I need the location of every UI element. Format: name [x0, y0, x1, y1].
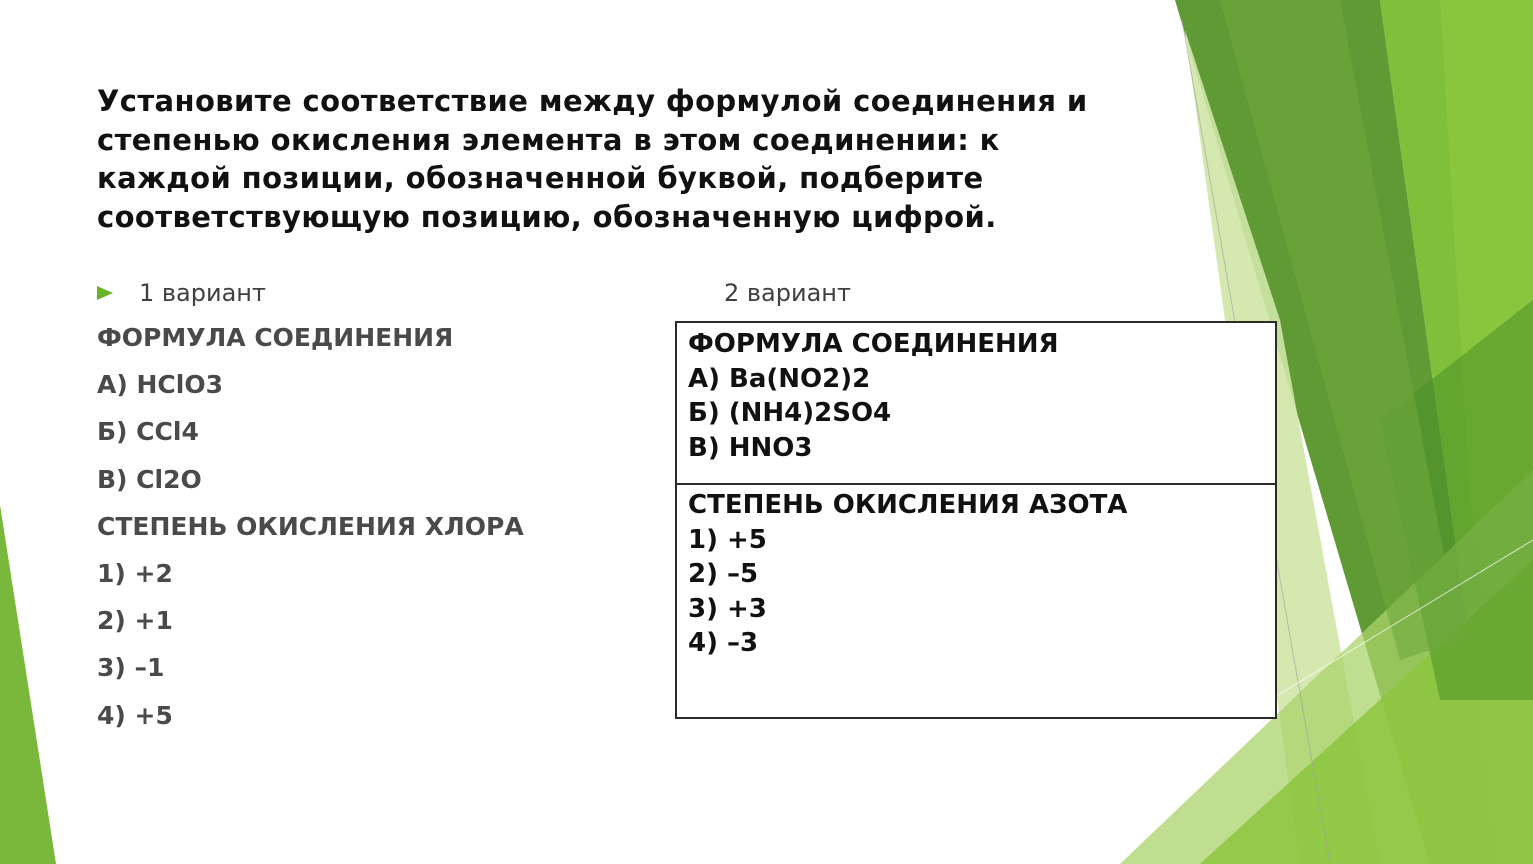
- box-divider: [677, 483, 1275, 485]
- variant-2-oxidation-line: 2) –5: [688, 559, 759, 589]
- title-line: Установите соответствие между формулой соединения и: [97, 84, 1088, 118]
- variant-1-content: [97, 318, 524, 743]
- variant-2-oxidation-line: СТЕПЕНЬ ОКИСЛЕНИЯ АЗОТА: [688, 490, 1128, 520]
- title-line: соответствующую позицию, обозначенную цифрой.: [97, 199, 997, 234]
- left-green-wedge: [0, 505, 56, 864]
- variant-1-line: 2) +1: [97, 606, 173, 636]
- variant-1-line: ФОРМУЛА СОЕДИНЕНИЯ: [97, 323, 454, 352]
- variant-1-line: А) HClO3: [97, 370, 223, 400]
- title-line: каждой позиции, обозначенной буквой, подберите: [97, 161, 984, 195]
- variant-1-line: СТЕПЕНЬ ОКИСЛЕНИЯ ХЛОРА: [97, 511, 524, 541]
- variant-2-oxidation-list: [688, 488, 1127, 661]
- variant-1-line: В) Cl2O: [97, 464, 202, 494]
- variant-1-heading: [97, 278, 266, 308]
- variant-2-formula-line: А) Ba(NO2)2: [688, 363, 871, 394]
- variant-2-formula-line: ФОРМУЛА СОЕДИНЕНИЯ: [688, 329, 1059, 359]
- variant-1-line: 4) +5: [97, 700, 173, 730]
- variant-1-line: Б) CCl4: [97, 417, 199, 447]
- variant-2-oxidation-line: 3) +3: [688, 593, 767, 624]
- variant-1-line: 1) +2: [97, 558, 173, 588]
- variant-2-oxidation-line: 4) –3: [688, 628, 759, 658]
- triangle-bullet-icon: [97, 286, 113, 300]
- variant-1-label: 1 вариант: [139, 279, 266, 307]
- variant-2-box: [675, 321, 1277, 719]
- variant-1-line: 3) –1: [97, 653, 165, 683]
- variant-2-formula-line: В) HNO3: [688, 432, 813, 463]
- variant-2-formula-list: [688, 327, 1059, 465]
- variant-2-formula-line: Б) (NH4)2SO4: [688, 398, 892, 428]
- slide-title: [97, 82, 1177, 236]
- variant-2-oxidation-line: 1) +5: [688, 524, 767, 555]
- title-line: степенью окисления элемента в этом соединении: к: [97, 122, 1000, 157]
- variant-2-label: 2 вариант: [724, 279, 851, 307]
- variant-2-heading: [724, 278, 851, 308]
